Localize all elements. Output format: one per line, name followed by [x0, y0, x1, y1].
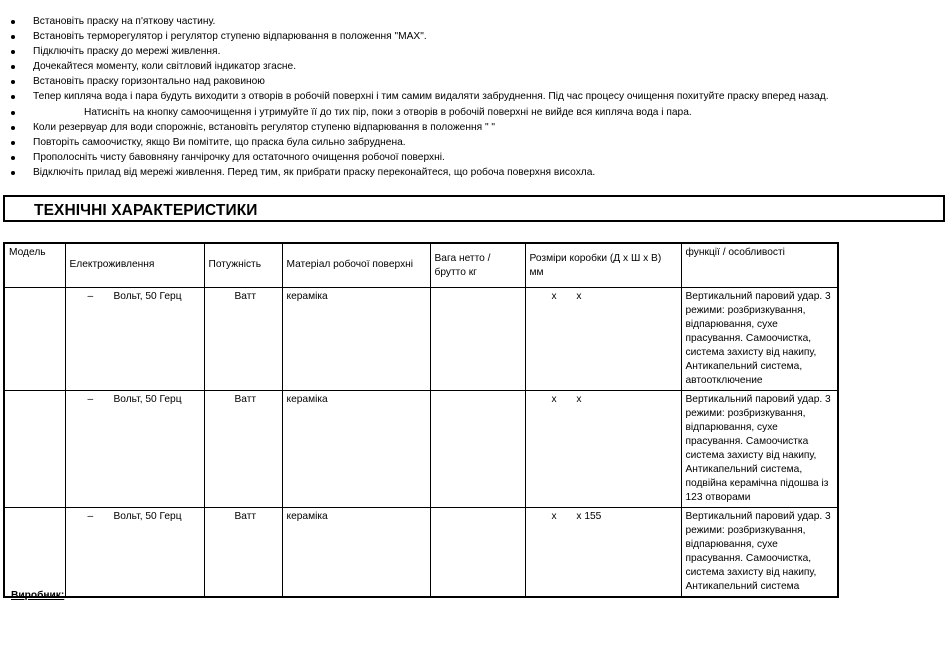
- list-item: [0, 14, 945, 29]
- header-box-label: Розміри коробки (Д х Ш х В) мм: [529, 253, 662, 278]
- cell-box: х х: [525, 287, 681, 390]
- list-item-text: Підключіть праску до мережі живлення.: [33, 46, 221, 58]
- cell-power-supply: [65, 287, 204, 390]
- cell-surface: кераміка: [282, 390, 430, 507]
- list-item-text: Встановіть праску на п'яткову частину.: [33, 16, 216, 27]
- dash-text: –: [87, 290, 94, 302]
- list-item: [0, 150, 945, 165]
- header-power-label: Потужність: [208, 259, 262, 270]
- power-supply-text: Вольт, 50 Герц: [113, 510, 182, 522]
- cell-surface: кераміка: [282, 287, 430, 390]
- cell-weight: [430, 287, 525, 390]
- bullet-icon: [11, 171, 15, 175]
- specs-table: [3, 242, 839, 598]
- list-item: [0, 135, 945, 150]
- section-title: ТЕХНІЧНІ ХАРАКТЕРИСТИКИ: [34, 202, 258, 219]
- header-weight-label: Вага нетто / брутто кг: [434, 253, 491, 278]
- cell-features: Вертикальний паровий удар. 3 режими: розбризкування, відпарювання, сухе прасування. Самоочистка система захисту від накипу, Антикапельний система, подвійна керамічна підошва із 123 отворами: [681, 390, 838, 507]
- list-item-text: Натисніть на кнопку самоочищення і утримуйте її до тих пір, поки з отворів в робочій поверхні не вийде вся кипляча вода і пара.: [84, 106, 692, 118]
- cell-box: х х 155: [525, 507, 681, 597]
- header-power-supply-label: Електроживлення: [69, 259, 155, 270]
- bullet-icon: [11, 50, 15, 54]
- cell-weight: [430, 390, 525, 507]
- bullet-icon: [11, 80, 15, 84]
- bullet-icon: [11, 35, 15, 39]
- cell-model: [4, 507, 65, 597]
- list-item-text: Повторіть самоочистку, якщо Ви помітите, що праска була сильно забруднена.: [33, 136, 406, 148]
- header-box: [525, 243, 681, 287]
- list-item: [0, 29, 945, 44]
- list-item-text: Коли резервуар для води спорожніє, встановіть регулятор ступеню відпарювання в положення " ": [33, 121, 496, 133]
- table-row: [4, 287, 838, 390]
- cell-features: Вертикальний паровий удар. 3 режими: розбризкування, відпарювання, сухе прасування. Самоочистка, система захисту від накипу, Антикапельний система, автоотключение: [681, 287, 838, 390]
- cell-box: х х: [525, 390, 681, 507]
- header-features: функції / особливості: [681, 243, 838, 287]
- header-model: Модель: [4, 243, 65, 287]
- bullet-icon: [11, 156, 15, 160]
- bullet-icon: [11, 65, 15, 69]
- cell-model: [4, 390, 65, 507]
- list-item: [0, 120, 945, 135]
- power-supply-text: Вольт, 50 Герц: [113, 393, 182, 405]
- list-item: [0, 89, 945, 104]
- header-weight: [430, 243, 525, 287]
- list-item: [0, 105, 945, 120]
- list-item-text: Встановіть праску горизонтально над раковиною: [33, 76, 265, 88]
- list-item: [0, 165, 945, 180]
- header-surface-label: Матеріал робочої поверхні: [286, 259, 414, 270]
- bullet-icon: [11, 111, 15, 115]
- cell-features: Вертикальний паровий удар. 3 режими: розбризкування, відпарювання, сухе прасування. Самоочистка, система захисту від накипу, Антикапельний система: [681, 507, 838, 597]
- bullet-icon: [11, 126, 15, 130]
- list-item: [0, 44, 945, 59]
- header-power-supply: [65, 243, 204, 287]
- table-row: [4, 390, 838, 507]
- section-header: [3, 195, 945, 222]
- header-power: [204, 243, 282, 287]
- list-item: [0, 59, 945, 74]
- list-item-text: Дочекайтеся моменту, коли світловий індикатор згасне.: [33, 61, 297, 73]
- power-supply-text: Вольт, 50 Герц: [113, 290, 182, 302]
- instruction-list: [0, 14, 945, 180]
- cell-power-supply: [65, 507, 204, 597]
- cell-model: [4, 287, 65, 390]
- list-item-text: Тепер кипляча вода і пара будуть виходити з отворів в робочій поверхні і тим самим видаляти забруднення. Під час процесу очищення похитуйте праску вперед назад.: [33, 91, 829, 103]
- cell-power-supply: [65, 390, 204, 507]
- header-surface: [282, 243, 430, 287]
- table-row: [4, 507, 838, 597]
- cell-power: Ватт: [204, 390, 282, 507]
- cell-power: Ватт: [204, 507, 282, 597]
- cell-surface: кераміка: [282, 507, 430, 597]
- bullet-icon: [11, 95, 15, 99]
- cell-weight: [430, 507, 525, 597]
- dash-text: –: [87, 393, 94, 405]
- dash-text: –: [87, 510, 94, 522]
- table-header-row: [4, 243, 838, 287]
- producer-label: Виробник:: [11, 590, 65, 601]
- cell-power: Ватт: [204, 287, 282, 390]
- bullet-icon: [11, 141, 15, 145]
- bullet-icon: [11, 20, 15, 24]
- list-item-text: Прополосніть чисту бавовняну ганчірочку для остаточного очищення робочої поверхні.: [33, 151, 445, 163]
- list-item: [0, 74, 945, 89]
- list-item-text: Встановіть терморегулятор і регулятор ступеню відпарювання в положення "МАХ".: [33, 31, 427, 43]
- list-item-text: Відключіть прилад від мережі живлення. Перед тим, як прибрати праску переконайтеся, що робоча поверхня висохла.: [33, 166, 596, 178]
